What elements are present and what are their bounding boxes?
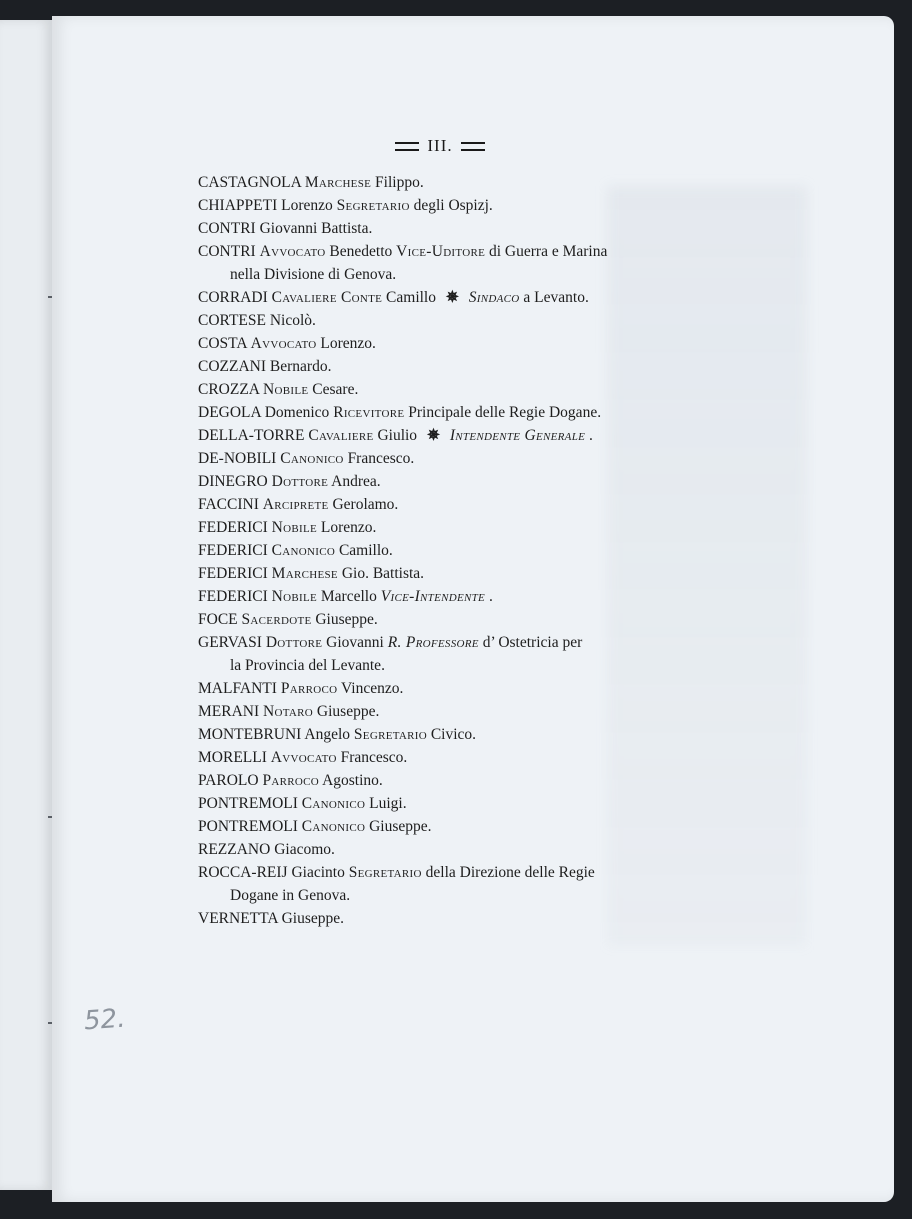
entry-title: Avvocato: [270, 749, 337, 766]
entry-rest: Andrea.: [331, 473, 381, 490]
list-item-continuation: [198, 884, 698, 907]
header-rule-right: [461, 142, 485, 151]
entry-rest: Francesco.: [340, 749, 408, 766]
entry-surname: MERANI: [198, 703, 260, 720]
entry-rest: Cesare.: [312, 381, 359, 398]
entry-surname: COZZANI: [198, 358, 267, 375]
entry-rest: d’ Ostetricia per: [482, 634, 583, 651]
entry-title: Parroco: [262, 772, 320, 789]
entry-given: Lorenzo: [281, 197, 333, 214]
entry-title: Nobile: [271, 588, 318, 605]
entry-title: Canonico: [301, 818, 366, 835]
entry-surname: DINEGRO: [198, 473, 268, 490]
entry-rest: Bernardo.: [269, 358, 332, 375]
entry-rest: Nicolò.: [269, 312, 316, 329]
list-item: [198, 769, 698, 792]
entry-title: Segretario: [348, 864, 422, 881]
entry-rest: Giuseppe.: [281, 910, 344, 927]
entry-surname: FEDERICI: [198, 519, 268, 536]
entry-rest: della Direzione delle Regie: [425, 864, 595, 881]
entry-title: Canonico: [301, 795, 366, 812]
entry-title: Marchese: [304, 174, 372, 191]
list-item: [198, 401, 698, 424]
entry-title: Dottore: [271, 473, 329, 490]
entry-role: R. Professore: [387, 634, 479, 651]
entry-surname: CROZZA: [198, 381, 260, 398]
entry-surname: CHIAPPETI: [198, 197, 278, 214]
entry-surname: MORELLI: [198, 749, 267, 766]
list-item: [198, 539, 698, 562]
entry-surname: CORRADI: [198, 289, 268, 306]
list-item: [198, 861, 698, 884]
entry-role: Vice-Intendente: [380, 588, 486, 605]
entry-title: Ricevitore: [333, 404, 405, 421]
entry-role: Intendente Generale: [449, 427, 586, 444]
list-item: [198, 355, 698, 378]
entry-given: Domenico: [264, 404, 330, 421]
entry-given: Benedetto: [329, 243, 393, 260]
list-item: [198, 332, 698, 355]
entry-title: Nobile: [271, 519, 318, 536]
entry-surname: FEDERICI: [198, 588, 268, 605]
list-item: [198, 792, 698, 815]
entry-role: Sindaco: [468, 289, 520, 306]
entry-surname: MALFANTI: [198, 680, 277, 697]
entry-rest: Gio. Battista.: [341, 565, 425, 582]
entry-surname: GERVASI: [198, 634, 262, 651]
entry-rest: Giuseppe.: [316, 703, 380, 720]
binding-mark: [48, 296, 52, 298]
entry-title: Canonico: [280, 450, 344, 467]
list-item: [198, 631, 698, 654]
list-item: [198, 700, 698, 723]
entry-surname: DE-NOBILI: [198, 450, 277, 467]
entry-rest: degli Ospizj.: [413, 197, 493, 214]
member-list: [198, 171, 698, 930]
entry-given: Giovanni: [326, 634, 384, 651]
list-item: [198, 286, 698, 309]
list-item: [198, 585, 698, 608]
list-item: [198, 194, 698, 217]
entry-rest: Giacomo.: [274, 841, 335, 858]
list-item: [198, 493, 698, 516]
page-number: III.: [427, 136, 453, 155]
list-item: [198, 562, 698, 585]
entry-rest: Civico.: [430, 726, 477, 743]
entry-surname: PONTREMOLI: [198, 795, 298, 812]
entry-given: Camillo: [386, 289, 436, 306]
entry-rest: Lorenzo.: [320, 335, 376, 352]
entry-title: Notaro: [263, 703, 314, 720]
list-item: [198, 309, 698, 332]
binding-mark: [48, 816, 52, 818]
list-item: [198, 378, 698, 401]
entry-title: Cavaliere Conte: [271, 289, 383, 306]
list-item-continuation: [198, 654, 698, 677]
entry-rest: Agostino.: [322, 772, 383, 789]
entry-rest: .: [589, 427, 593, 444]
entry-rest: Camillo.: [338, 542, 393, 559]
list-item: [198, 470, 698, 493]
pencil-annotation: 52.: [83, 1003, 127, 1037]
entry-rest: Vincenzo.: [341, 680, 404, 697]
entry-surname: CASTAGNOLA: [198, 174, 301, 191]
entry-surname: DELLA-TORRE: [198, 427, 305, 444]
entry-title: Canonico: [271, 542, 336, 559]
list-item: [198, 171, 698, 194]
entry-title: Avvocato: [250, 335, 317, 352]
entry-surname: VERNETTA: [198, 910, 278, 927]
entry-given: Giacinto: [291, 864, 345, 881]
entry-surname: CONTRI: [198, 220, 256, 237]
entry-title: Segretario: [336, 197, 410, 214]
entry-title: Parroco: [280, 680, 338, 697]
list-item: [198, 424, 698, 447]
entry-surname: COSTA: [198, 335, 247, 352]
entry-continuation: la Provincia del Levante.: [230, 657, 385, 674]
entry-given: Giulio: [377, 427, 418, 444]
entry-rest: a Levanto.: [523, 289, 589, 306]
list-item: [198, 217, 698, 240]
list-item-continuation: [198, 263, 698, 286]
entry-continuation: Dogane in Genova.: [230, 887, 351, 904]
entry-surname: FOCE: [198, 611, 238, 628]
entry-title: Segretario: [353, 726, 427, 743]
list-item: [198, 240, 698, 263]
entry-rest: Giovanni Battista.: [259, 220, 373, 237]
entry-role: Vice-Uditore: [396, 243, 486, 260]
entry-rest: Lorenzo.: [320, 519, 377, 536]
binding-mark: [48, 1022, 52, 1024]
star-icon: ✵: [426, 427, 440, 444]
entry-surname: FACCINI: [198, 496, 259, 513]
entry-rest: Giuseppe.: [315, 611, 378, 628]
list-item: [198, 447, 698, 470]
list-item: [198, 746, 698, 769]
entry-surname: MONTEBRUNI: [198, 726, 302, 743]
entry-rest: Filippo.: [375, 174, 424, 191]
facing-page-edge: [0, 20, 53, 1190]
entry-given: Angelo: [304, 726, 351, 743]
entry-rest: Principale delle Regie Dogane.: [408, 404, 602, 421]
entry-title: Avvocato: [259, 243, 326, 260]
entry-surname: DEGOLA: [198, 404, 261, 421]
entry-rest: Gerolamo.: [332, 496, 399, 513]
entry-surname: FEDERICI: [198, 565, 268, 582]
list-item: [198, 815, 698, 838]
header-rule-left: [395, 142, 419, 151]
entry-rest: di Guerra e Marina: [489, 243, 608, 260]
list-item: [198, 838, 698, 861]
entry-surname: FEDERICI: [198, 542, 268, 559]
entry-title: Cavaliere: [308, 427, 374, 444]
list-item: [198, 723, 698, 746]
entry-rest: Giuseppe.: [369, 818, 432, 835]
list-item: [198, 516, 698, 539]
star-icon: ✵: [445, 289, 459, 306]
entry-surname: PONTREMOLI: [198, 818, 298, 835]
entry-title: Marchese: [271, 565, 338, 582]
entry-title: Dottore: [265, 634, 323, 651]
list-item: [198, 608, 698, 631]
entry-surname: REZZANO: [198, 841, 271, 858]
page-header: [388, 133, 492, 159]
entry-surname: ROCCA-REIJ: [198, 864, 288, 881]
entry-title: Sacerdote: [241, 611, 312, 628]
entry-surname: CORTESE: [198, 312, 266, 329]
list-item: [198, 907, 698, 930]
entry-given: Marcello: [320, 588, 377, 605]
entry-continuation: nella Divisione di Genova.: [230, 266, 397, 283]
entry-rest: .: [488, 588, 493, 605]
entry-title: Arciprete: [262, 496, 329, 513]
entry-surname: PAROLO: [198, 772, 259, 789]
list-item: [198, 677, 698, 700]
entry-surname: CONTRI: [198, 243, 256, 260]
entry-rest: Francesco.: [347, 450, 415, 467]
entry-rest: Luigi.: [369, 795, 407, 812]
entry-title: Nobile: [263, 381, 309, 398]
